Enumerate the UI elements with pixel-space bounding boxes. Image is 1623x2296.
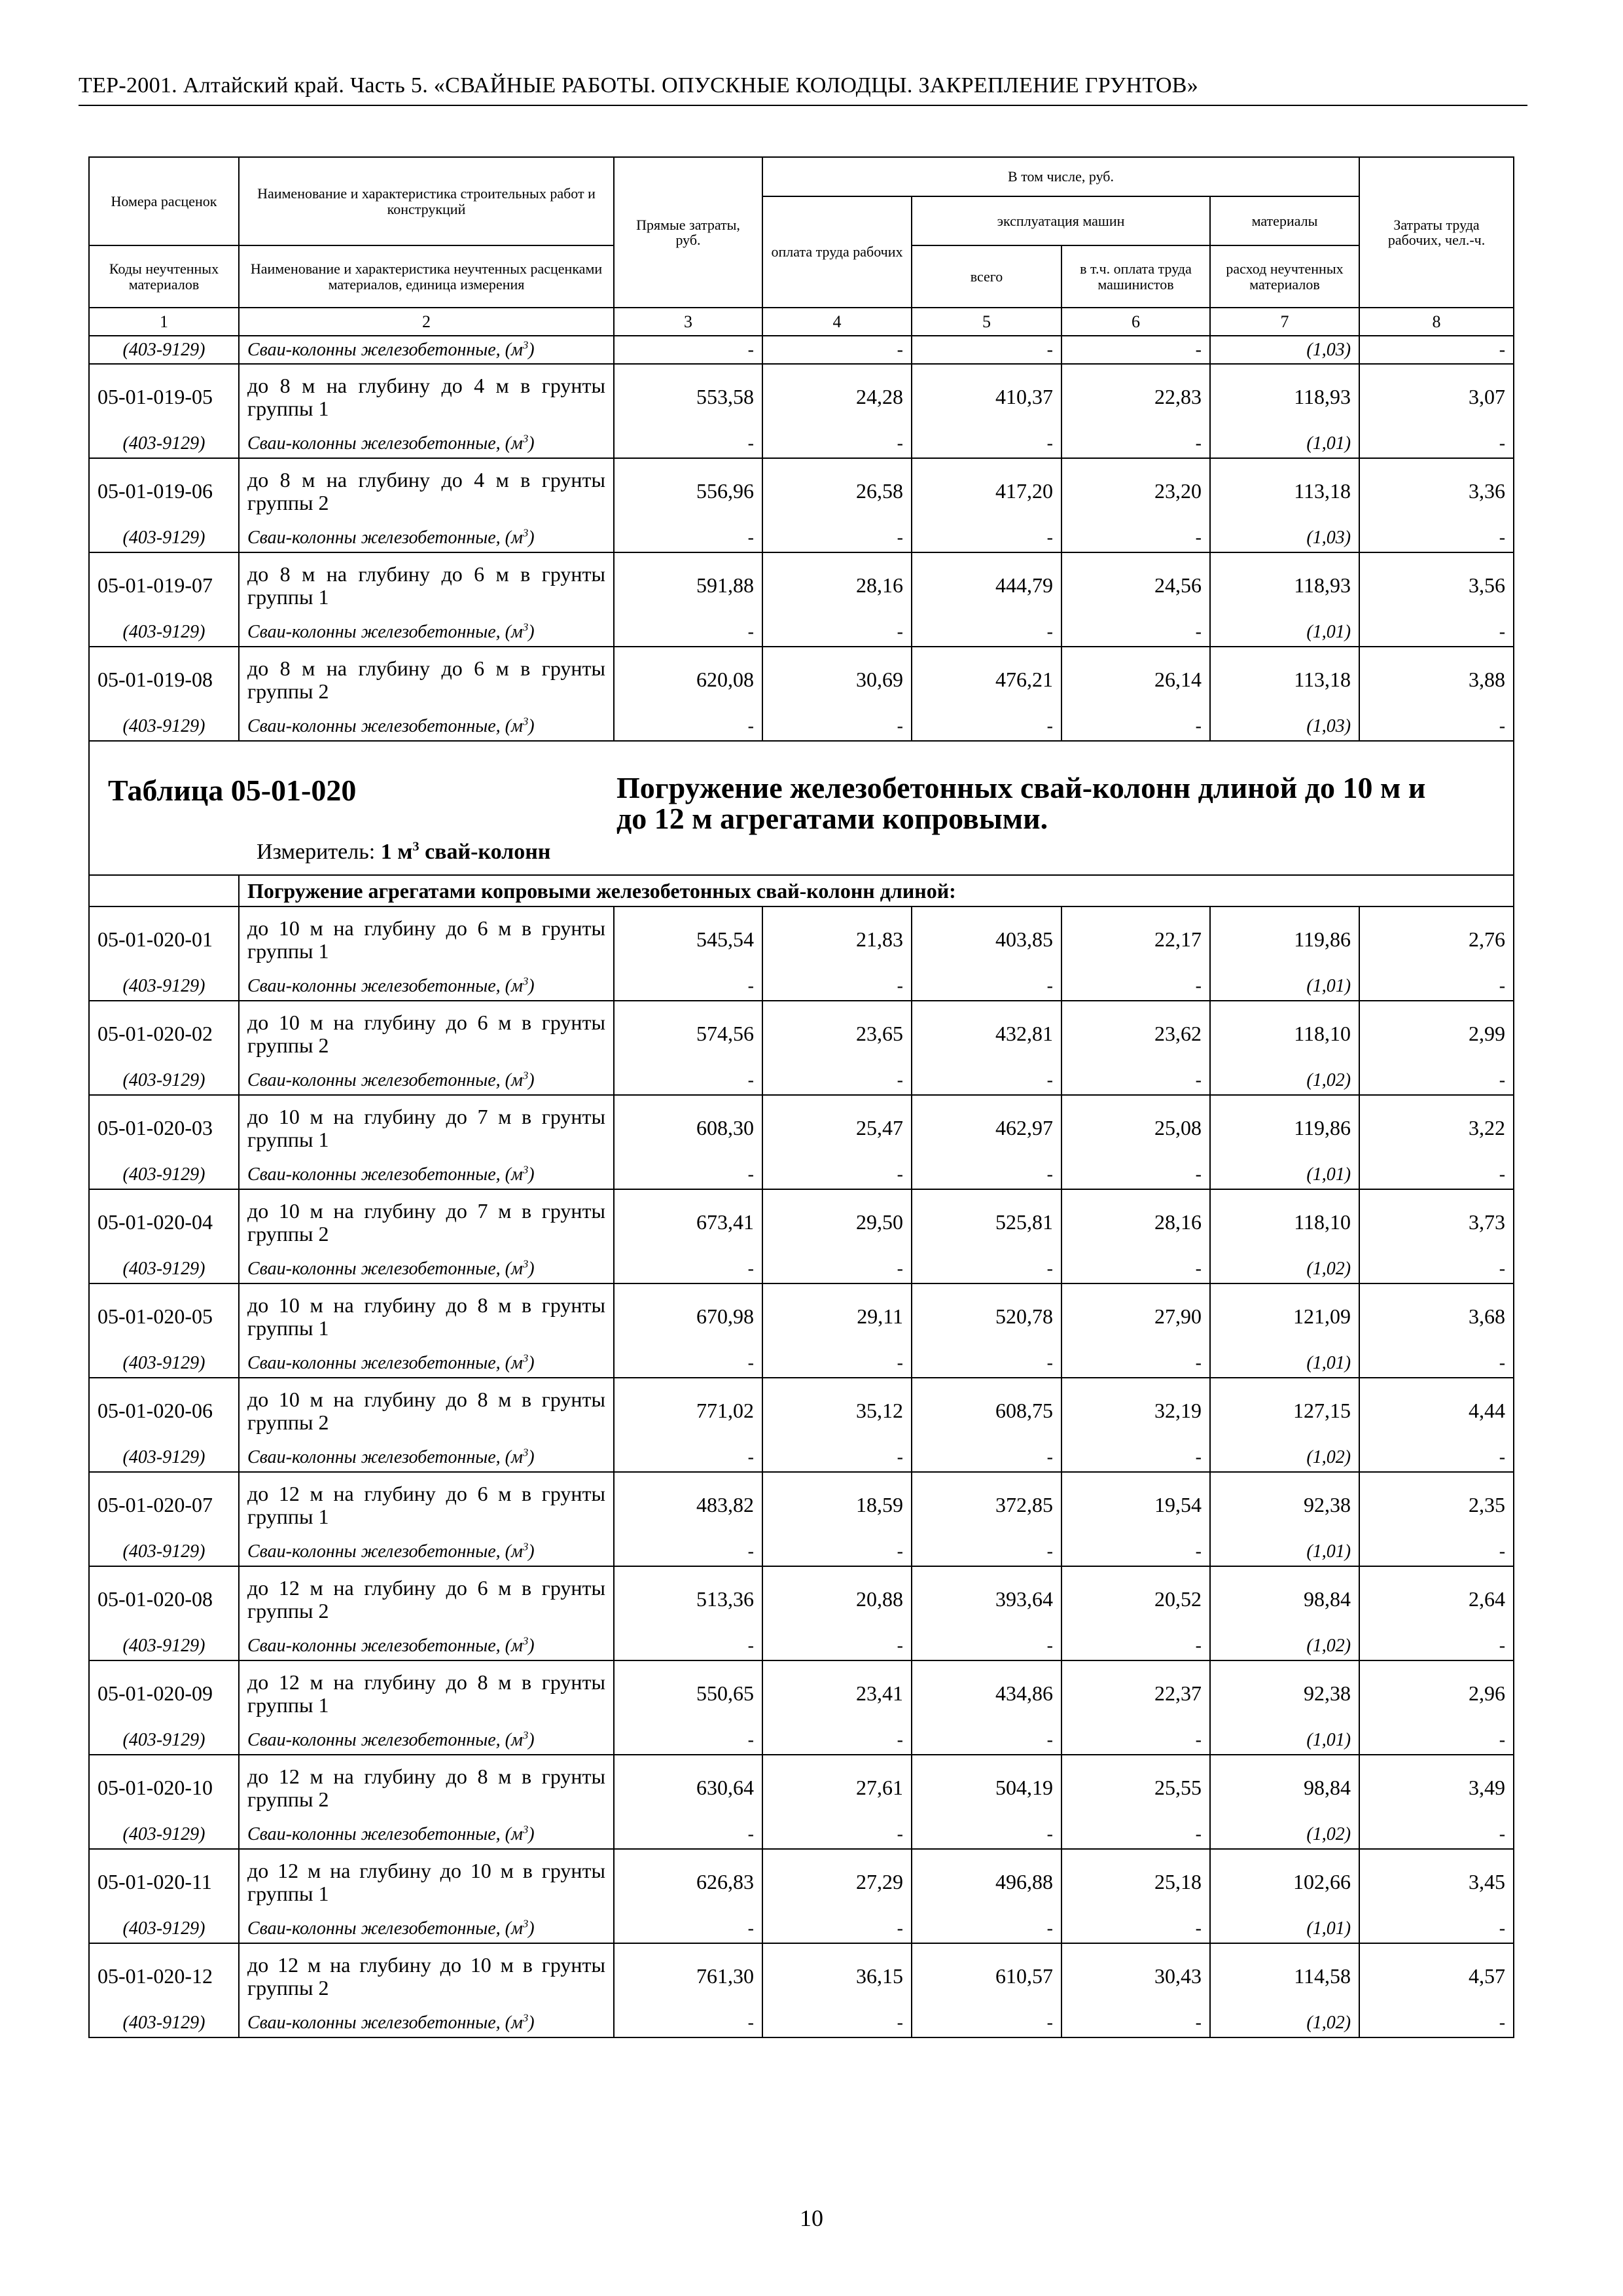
column-number: 1 bbox=[89, 308, 239, 336]
table-row bbox=[89, 1849, 1514, 1914]
materials-cost: 98,84 bbox=[1210, 1566, 1359, 1632]
table-row bbox=[89, 1472, 1514, 1537]
rate-code: 05-01-019-07 bbox=[89, 552, 239, 618]
machinist-pay: 25,08 bbox=[1061, 1095, 1210, 1160]
machines-total: 410,37 bbox=[912, 364, 1061, 429]
material-factor: (1,01) bbox=[1210, 429, 1359, 458]
materials-cost: 118,93 bbox=[1210, 552, 1359, 618]
labor-hours: 2,76 bbox=[1359, 906, 1514, 972]
direct-cost: 591,88 bbox=[614, 552, 762, 618]
table-title: Погружение железобетонных свай-колонн длиной до 10 м и до 12 м агрегатами копровыми. bbox=[616, 771, 1426, 835]
material-row: (403-9129) Сваи-колонны железобетонные, $(м^3)$ - - - - (1,01) - bbox=[89, 1537, 1514, 1566]
materials-cost: 102,66 bbox=[1210, 1849, 1359, 1914]
material-row: (403-9129) Сваи-колонны железобетонные, $(м^3)$ - - - - (1,01) - bbox=[89, 972, 1514, 1001]
machines-total: 434,86 bbox=[912, 1660, 1061, 1726]
labor-pay: 27,29 bbox=[762, 1849, 912, 1914]
machinist-pay: 23,62 bbox=[1061, 1001, 1210, 1066]
machinist-pay: 24,56 bbox=[1061, 552, 1210, 618]
machines-total: 608,75 bbox=[912, 1378, 1061, 1443]
column-number: 7 bbox=[1210, 308, 1359, 336]
header-direct: Прямые затраты, руб. bbox=[614, 157, 762, 308]
materials-cost: 121,09 bbox=[1210, 1283, 1359, 1349]
work-name: до 10 м на глубину до 6 м в грунты группы 2 bbox=[239, 1001, 614, 1066]
direct-cost: 620,08 bbox=[614, 647, 762, 712]
material-code: (403-9129) bbox=[89, 1820, 239, 1849]
material-factor: (1,02) bbox=[1210, 1820, 1359, 1849]
table-row bbox=[89, 1660, 1514, 1726]
machines-total: 403,85 bbox=[912, 906, 1061, 972]
material-name: Сваи-колонны железобетонные, $(м^3)$ bbox=[239, 1914, 614, 1943]
material-factor: (1,01) bbox=[1210, 972, 1359, 1001]
labor-hours: 3,36 bbox=[1359, 458, 1514, 524]
direct-cost: 513,36 bbox=[614, 1566, 762, 1632]
material-name: Сваи-колонны железобетонные, $(м^3)$ bbox=[239, 1066, 614, 1095]
machinist-pay: 25,18 bbox=[1061, 1849, 1210, 1914]
material-factor: (1,02) bbox=[1210, 1255, 1359, 1283]
work-name: до 10 м на глубину до 8 м в грунты группы 2 bbox=[239, 1378, 614, 1443]
work-name: до 8 м на глубину до 6 м в грунты группы 1 bbox=[239, 552, 614, 618]
direct-cost: 771,02 bbox=[614, 1378, 762, 1443]
rate-code: 05-01-020-07 bbox=[89, 1472, 239, 1537]
material-factor: (1,01) bbox=[1210, 1914, 1359, 1943]
labor-pay: 36,15 bbox=[762, 1943, 912, 2009]
header-materials: материалы bbox=[1210, 196, 1359, 245]
labor-hours: 3,73 bbox=[1359, 1189, 1514, 1255]
rate-code: 05-01-019-08 bbox=[89, 647, 239, 712]
material-code: (403-9129) bbox=[89, 524, 239, 552]
work-name: до 12 м на глубину до 10 м в грунты группы 1 bbox=[239, 1849, 614, 1914]
rate-code: 05-01-019-05 bbox=[89, 364, 239, 429]
labor-hours: 2,35 bbox=[1359, 1472, 1514, 1537]
material-row: (403-9129) Сваи-колонны железобетонные, $(м^3)$ - - - - (1,02) - bbox=[89, 2009, 1514, 2037]
direct-cost: 550,65 bbox=[614, 1660, 762, 1726]
labor-pay: 26,58 bbox=[762, 458, 912, 524]
rate-code: 05-01-020-11 bbox=[89, 1849, 239, 1914]
material-name: Сваи-колонны железобетонные, $(м^3)$ bbox=[239, 1255, 614, 1283]
material-name: Сваи-колонны железобетонные, $(м^3)$ bbox=[239, 1632, 614, 1660]
rate-code: 05-01-020-04 bbox=[89, 1189, 239, 1255]
labor-hours: 3,68 bbox=[1359, 1283, 1514, 1349]
material-code: (403-9129) bbox=[89, 1537, 239, 1566]
machinist-pay: 20,52 bbox=[1061, 1566, 1210, 1632]
rate-code: 05-01-020-01 bbox=[89, 906, 239, 972]
labor-pay: 28,16 bbox=[762, 552, 912, 618]
material-name: Сваи-колонны железобетонные, $(м^3)$ bbox=[239, 1349, 614, 1378]
direct-cost: 545,54 bbox=[614, 906, 762, 972]
labor-hours: 4,44 bbox=[1359, 1378, 1514, 1443]
machines-total: 525,81 bbox=[912, 1189, 1061, 1255]
rate-code: 05-01-020-10 bbox=[89, 1755, 239, 1820]
machines-total: 476,21 bbox=[912, 647, 1061, 712]
machinist-pay: 22,37 bbox=[1061, 1660, 1210, 1726]
table-row bbox=[89, 1566, 1514, 1632]
machines-total: 372,85 bbox=[912, 1472, 1061, 1537]
table-row bbox=[89, 1283, 1514, 1349]
material-name: Сваи-колонны железобетонные, $(м^3)$ bbox=[239, 429, 614, 458]
material-name: Сваи-колонны железобетонные, $(м^3)$ bbox=[239, 1160, 614, 1189]
table-row bbox=[89, 1095, 1514, 1160]
material-name: Сваи-колонны железобетонные, $(м^3)$ bbox=[239, 1726, 614, 1755]
direct-cost: 761,30 bbox=[614, 1943, 762, 2009]
material-factor: (1,01) bbox=[1210, 618, 1359, 647]
rate-code: 05-01-020-12 bbox=[89, 1943, 239, 2009]
material-factor: (1,03) bbox=[1210, 524, 1359, 552]
machines-total: 520,78 bbox=[912, 1283, 1061, 1349]
direct-cost: 608,30 bbox=[614, 1095, 762, 1160]
labor-pay: 29,50 bbox=[762, 1189, 912, 1255]
work-name: до 10 м на глубину до 8 м в грунты группы 1 bbox=[239, 1283, 614, 1349]
material-code: (403-9129) bbox=[89, 2009, 239, 2037]
material-code: (403-9129) bbox=[89, 1914, 239, 1943]
machinist-pay: 19,54 bbox=[1061, 1472, 1210, 1537]
rate-code: 05-01-020-05 bbox=[89, 1283, 239, 1349]
direct-cost: 673,41 bbox=[614, 1189, 762, 1255]
machines-total: 504,19 bbox=[912, 1755, 1061, 1820]
labor-pay: 23,65 bbox=[762, 1001, 912, 1066]
header-labor-pay: оплата труда рабочих bbox=[762, 196, 912, 308]
labor-pay: 21,83 bbox=[762, 906, 912, 972]
rate-code: 05-01-020-08 bbox=[89, 1566, 239, 1632]
material-factor: (1,01) bbox=[1210, 1349, 1359, 1378]
material-code: (403-9129) bbox=[89, 1726, 239, 1755]
table-title-row bbox=[89, 741, 1514, 875]
material-code: (403-9129) bbox=[89, 618, 239, 647]
material-factor: (1,01) bbox=[1210, 1726, 1359, 1755]
labor-hours: 2,96 bbox=[1359, 1660, 1514, 1726]
labor-hours: 3,45 bbox=[1359, 1849, 1514, 1914]
material-name: Сваи-колонны железобетонные, $(м^3)$ bbox=[239, 712, 614, 741]
machines-total: 462,97 bbox=[912, 1095, 1061, 1160]
material-factor: (1,02) bbox=[1210, 1066, 1359, 1095]
header-machinist-pay: в т.ч. оплата труда машинистов bbox=[1061, 245, 1210, 308]
price-table bbox=[88, 156, 1514, 2038]
labor-pay: 24,28 bbox=[762, 364, 912, 429]
material-row: (403-9129) Сваи-колонны железобетонные, $(м^3)$ - - - - (1,01) - bbox=[89, 618, 1514, 647]
machines-total: 432,81 bbox=[912, 1001, 1061, 1066]
material-factor: (1,03) bbox=[1210, 712, 1359, 741]
column-number: 5 bbox=[912, 308, 1061, 336]
work-name: до 12 м на глубину до 6 м в грунты группы 1 bbox=[239, 1472, 614, 1537]
machinist-pay: 28,16 bbox=[1061, 1189, 1210, 1255]
header-labor-cost: Затраты труда рабочих, чел.-ч. bbox=[1359, 157, 1514, 308]
work-name: до 10 м на глубину до 7 м в грунты группы 1 bbox=[239, 1095, 614, 1160]
header-material-use: расход неучтенных материалов bbox=[1210, 245, 1359, 308]
work-name: до 8 м на глубину до 4 м в грунты группы 2 bbox=[239, 458, 614, 524]
table-row bbox=[89, 1378, 1514, 1443]
work-name: до 12 м на глубину до 6 м в грунты группы 2 bbox=[239, 1566, 614, 1632]
machinist-pay: 25,55 bbox=[1061, 1755, 1210, 1820]
table-row bbox=[89, 1755, 1514, 1820]
header-code: Номера расценок bbox=[89, 157, 239, 245]
material-row: (403-9129) Сваи-колонны железобетонные, $(м^3)$ - - - - (1,02) - bbox=[89, 1443, 1514, 1472]
rate-code: 05-01-019-06 bbox=[89, 458, 239, 524]
material-code: (403-9129) bbox=[89, 712, 239, 741]
material-name: Сваи-колонны железобетонные, $(м^3)$ bbox=[239, 524, 614, 552]
table-measure: Измеритель: 1 $м^3$ свай-колонн bbox=[257, 839, 551, 864]
column-number: 3 bbox=[614, 308, 762, 336]
material-code: (403-9129) bbox=[89, 972, 239, 1001]
material-row: (403-9129) Сваи-колонны железобетонные, $(м^3)$ - - - - (1,01) - bbox=[89, 429, 1514, 458]
materials-cost: 113,18 bbox=[1210, 647, 1359, 712]
machines-total: 496,88 bbox=[912, 1849, 1061, 1914]
labor-pay: 27,61 bbox=[762, 1755, 912, 1820]
material-row: (403-9129) Сваи-колонны железобетонные, $(м^3)$ - - - - (1,01) - bbox=[89, 1160, 1514, 1189]
material-name: Сваи-колонны железобетонные, $(м^3)$ bbox=[239, 1537, 614, 1566]
work-name: до 10 м на глубину до 6 м в грунты группы 1 bbox=[239, 906, 614, 972]
direct-cost: 670,98 bbox=[614, 1283, 762, 1349]
rate-code: 05-01-020-06 bbox=[89, 1378, 239, 1443]
labor-pay: 25,47 bbox=[762, 1095, 912, 1160]
work-name: до 10 м на глубину до 7 м в грунты группы 2 bbox=[239, 1189, 614, 1255]
material-code: (403-9129) bbox=[89, 429, 239, 458]
direct-cost: 574,56 bbox=[614, 1001, 762, 1066]
material-row: (403-9129) Сваи-колонны железобетонные, $(м^3)$ - - - - (1,02) - bbox=[89, 1632, 1514, 1660]
material-factor: (1,03) bbox=[1210, 336, 1359, 364]
table-row bbox=[89, 1943, 1514, 2009]
labor-hours: 2,64 bbox=[1359, 1566, 1514, 1632]
header-name: Наименование и характеристика строительных работ и конструкций bbox=[239, 157, 614, 245]
material-row: (403-9129) Сваи-колонны железобетонные, $(м^3)$ - - - - (1,03) - bbox=[89, 336, 1514, 364]
material-code: (403-9129) bbox=[89, 1632, 239, 1660]
machines-total: 610,57 bbox=[912, 1943, 1061, 2009]
column-number: 2 bbox=[239, 308, 614, 336]
machines-total: 393,64 bbox=[912, 1566, 1061, 1632]
material-factor: (1,01) bbox=[1210, 1537, 1359, 1566]
page-number: 10 bbox=[800, 2205, 823, 2231]
labor-hours: 3,22 bbox=[1359, 1095, 1514, 1160]
work-name: до 12 м на глубину до 10 м в грунты группы 2 bbox=[239, 1943, 614, 2009]
material-name: Сваи-колонны железобетонные, $(м^3)$ bbox=[239, 1820, 614, 1849]
machinist-pay: 27,90 bbox=[1061, 1283, 1210, 1349]
table-row bbox=[89, 552, 1514, 618]
table-row bbox=[89, 364, 1514, 429]
labor-pay: 23,41 bbox=[762, 1660, 912, 1726]
machinist-pay: 23,20 bbox=[1061, 458, 1210, 524]
rate-code: 05-01-020-02 bbox=[89, 1001, 239, 1066]
table-row bbox=[89, 1001, 1514, 1066]
header-row-1 bbox=[89, 157, 1514, 196]
labor-pay: 35,12 bbox=[762, 1378, 912, 1443]
work-name: до 12 м на глубину до 8 м в грунты группы 1 bbox=[239, 1660, 614, 1726]
rate-code: 05-01-020-03 bbox=[89, 1095, 239, 1160]
direct-cost: 626,83 bbox=[614, 1849, 762, 1914]
materials-cost: 98,84 bbox=[1210, 1755, 1359, 1820]
labor-pay: 18,59 bbox=[762, 1472, 912, 1537]
direct-cost: 556,96 bbox=[614, 458, 762, 524]
material-code: (403-9129) bbox=[89, 1160, 239, 1189]
material-name: Сваи-колонны железобетонные, $(м^3)$ bbox=[239, 336, 614, 364]
material-row: (403-9129) Сваи-колонны железобетонные, $(м^3)$ - - - - (1,02) - bbox=[89, 1255, 1514, 1283]
materials-cost: 118,10 bbox=[1210, 1001, 1359, 1066]
labor-hours: 3,49 bbox=[1359, 1755, 1514, 1820]
materials-cost: 92,38 bbox=[1210, 1660, 1359, 1726]
materials-cost: 119,86 bbox=[1210, 906, 1359, 972]
labor-pay: 20,88 bbox=[762, 1566, 912, 1632]
material-row: (403-9129) Сваи-колонны железобетонные, $(м^3)$ - - - - (1,02) - bbox=[89, 1066, 1514, 1095]
table-row bbox=[89, 1189, 1514, 1255]
material-name: Сваи-колонны железобетонные, $(м^3)$ bbox=[239, 1443, 614, 1472]
work-name: до 12 м на глубину до 8 м в грунты группы 2 bbox=[239, 1755, 614, 1820]
labor-hours: 2,99 bbox=[1359, 1001, 1514, 1066]
column-number: 8 bbox=[1359, 308, 1514, 336]
machinist-pay: 22,17 bbox=[1061, 906, 1210, 972]
materials-cost: 118,93 bbox=[1210, 364, 1359, 429]
material-name: Сваи-колонны железобетонные, $(м^3)$ bbox=[239, 2009, 614, 2037]
machinist-pay: 26,14 bbox=[1061, 647, 1210, 712]
material-code: (403-9129) bbox=[89, 1066, 239, 1095]
section-heading: Погружение агрегатами копровыми железобетонных свай-колонн длиной: bbox=[239, 875, 1514, 906]
header-rule bbox=[79, 105, 1527, 106]
material-factor: (1,01) bbox=[1210, 1160, 1359, 1189]
header-including: В том числе, руб. bbox=[762, 157, 1359, 196]
material-row: (403-9129) Сваи-колонны железобетонные, $(м^3)$ - - - - (1,01) - bbox=[89, 1726, 1514, 1755]
direct-cost: 630,64 bbox=[614, 1755, 762, 1820]
material-factor: (1,02) bbox=[1210, 2009, 1359, 2037]
header-total: всего bbox=[912, 245, 1061, 308]
material-factor: (1,02) bbox=[1210, 1632, 1359, 1660]
header-machines: эксплуатация машин bbox=[912, 196, 1210, 245]
header-name-materials: Наименование и характеристика неучтенных расценками материалов, единица измерения bbox=[239, 245, 614, 308]
machines-total: 417,20 bbox=[912, 458, 1061, 524]
materials-cost: 119,86 bbox=[1210, 1095, 1359, 1160]
table-row bbox=[89, 647, 1514, 712]
material-name: Сваи-колонны железобетонные, $(м^3)$ bbox=[239, 972, 614, 1001]
machinist-pay: 32,19 bbox=[1061, 1378, 1210, 1443]
labor-hours: 3,07 bbox=[1359, 364, 1514, 429]
labor-pay: 30,69 bbox=[762, 647, 912, 712]
labor-hours: 3,88 bbox=[1359, 647, 1514, 712]
material-code: (403-9129) bbox=[89, 1349, 239, 1378]
materials-cost: 118,10 bbox=[1210, 1189, 1359, 1255]
rate-code: 05-01-020-09 bbox=[89, 1660, 239, 1726]
direct-cost: 483,82 bbox=[614, 1472, 762, 1537]
labor-pay: 29,11 bbox=[762, 1283, 912, 1349]
material-code: (403-9129) bbox=[89, 1443, 239, 1472]
table-row bbox=[89, 458, 1514, 524]
column-number: 6 bbox=[1061, 308, 1210, 336]
running-header: ТЕР-2001. Алтайский край. Часть 5. «СВАЙНЫЕ РАБОТЫ. ОПУСКНЫЕ КОЛОДЦЫ. ЗАКРЕПЛЕНИЕ ГРУНТОВ» bbox=[79, 73, 1199, 98]
column-numbers-row bbox=[89, 308, 1514, 336]
material-row: (403-9129) Сваи-колонны железобетонные, $(м^3)$ - - - - (1,01) - bbox=[89, 1914, 1514, 1943]
machinist-pay: 22,83 bbox=[1061, 364, 1210, 429]
material-code: (403-9129) bbox=[89, 1255, 239, 1283]
work-name: до 8 м на глубину до 6 м в грунты группы 2 bbox=[239, 647, 614, 712]
material-code: (403-9129) bbox=[89, 336, 239, 364]
table-row bbox=[89, 906, 1514, 972]
material-name: Сваи-колонны железобетонные, $(м^3)$ bbox=[239, 618, 614, 647]
section-row bbox=[89, 875, 1514, 906]
materials-cost: 114,58 bbox=[1210, 1943, 1359, 2009]
header-code-materials: Коды неучтенных материалов bbox=[89, 245, 239, 308]
labor-hours: 3,56 bbox=[1359, 552, 1514, 618]
column-number: 4 bbox=[762, 308, 912, 336]
material-row: (403-9129) Сваи-колонны железобетонные, $(м^3)$ - - - - (1,01) - bbox=[89, 1349, 1514, 1378]
direct-cost: 553,58 bbox=[614, 364, 762, 429]
work-name: до 8 м на глубину до 4 м в грунты группы 1 bbox=[239, 364, 614, 429]
table-label: Таблица 05-01-020 bbox=[108, 774, 357, 807]
machinist-pay: 30,43 bbox=[1061, 1943, 1210, 2009]
labor-hours: 4,57 bbox=[1359, 1943, 1514, 2009]
machines-total: 444,79 bbox=[912, 552, 1061, 618]
material-row: (403-9129) Сваи-колонны железобетонные, $(м^3)$ - - - - (1,03) - bbox=[89, 524, 1514, 552]
material-factor: (1,02) bbox=[1210, 1443, 1359, 1472]
material-row: (403-9129) Сваи-колонны железобетонные, $(м^3)$ - - - - (1,02) - bbox=[89, 1820, 1514, 1849]
material-row: (403-9129) Сваи-колонны железобетонные, $(м^3)$ - - - - (1,03) - bbox=[89, 712, 1514, 741]
materials-cost: 92,38 bbox=[1210, 1472, 1359, 1537]
materials-cost: 113,18 bbox=[1210, 458, 1359, 524]
materials-cost: 127,15 bbox=[1210, 1378, 1359, 1443]
